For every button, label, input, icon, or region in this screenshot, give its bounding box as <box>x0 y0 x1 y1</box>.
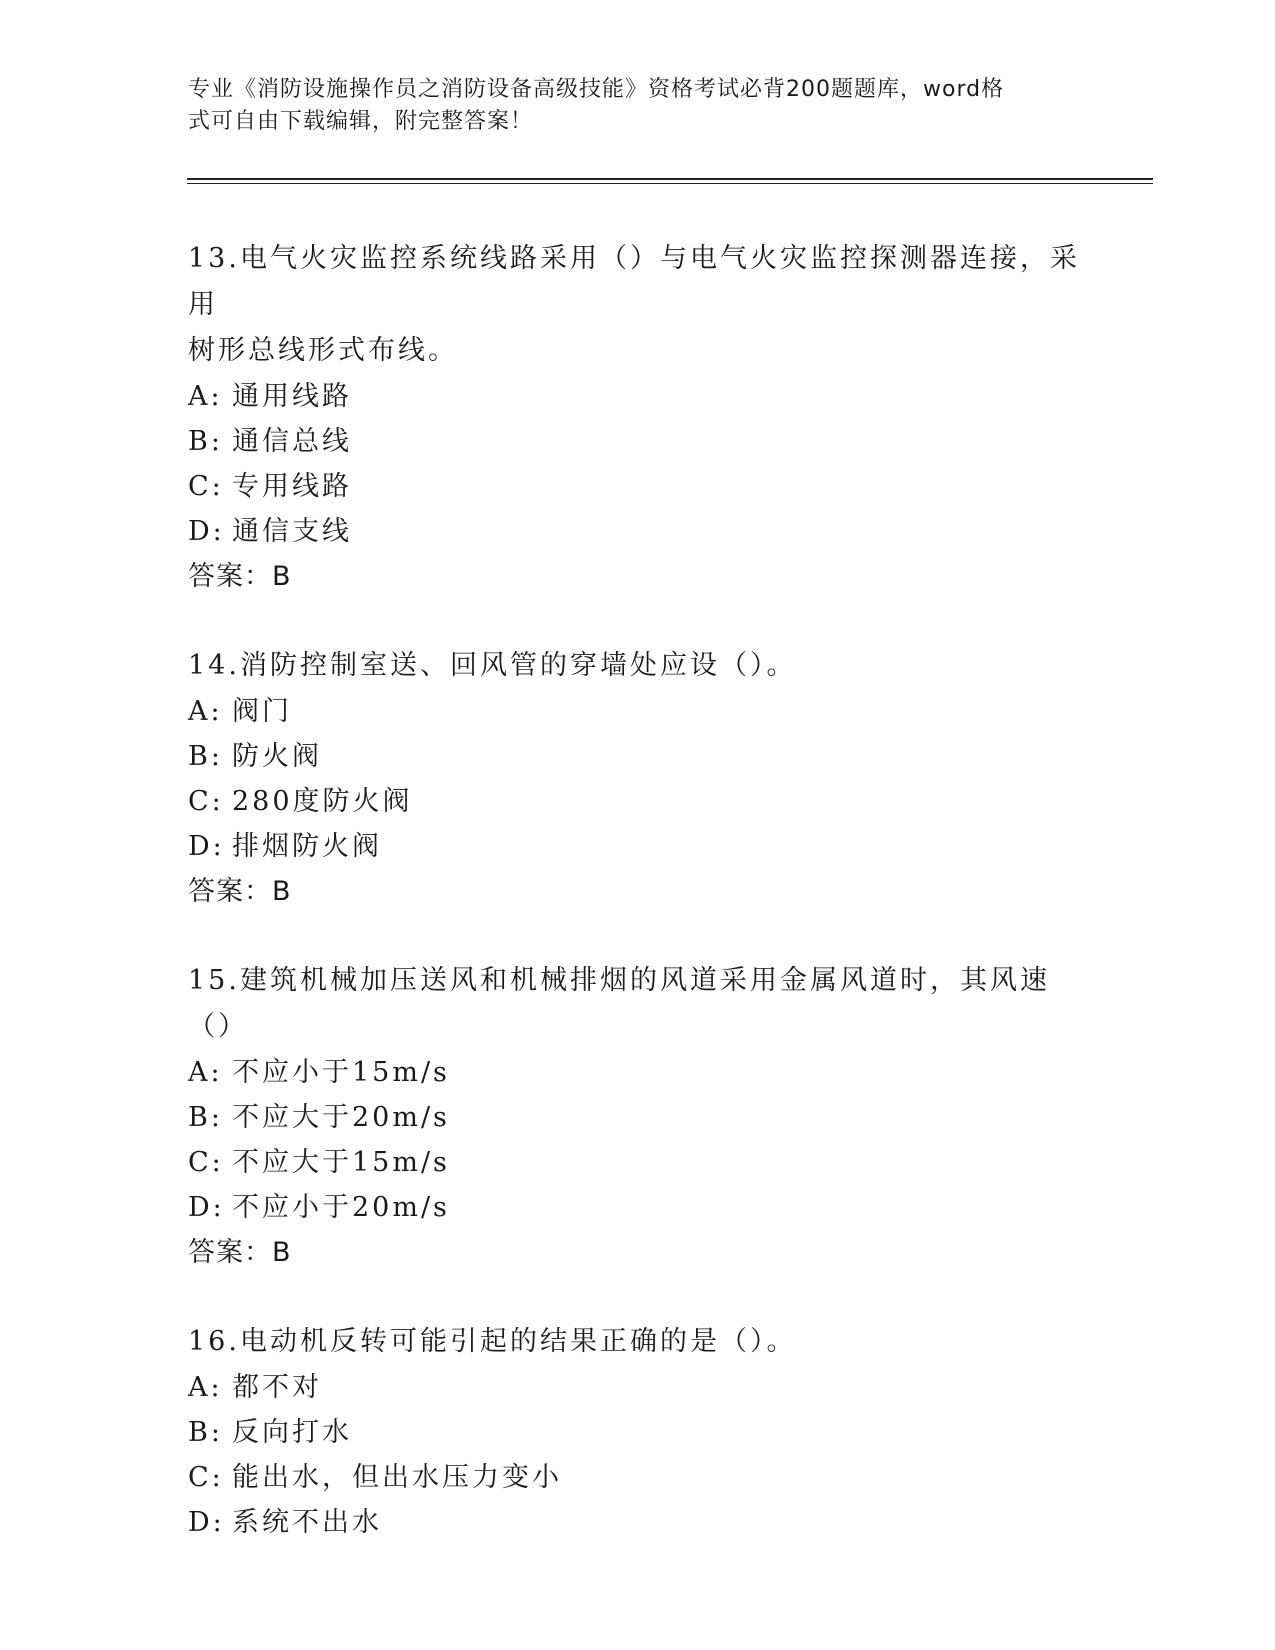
option-text: 通用线路 <box>232 381 352 412</box>
option-text: 防火阀 <box>232 741 322 772</box>
question-number: 14 . <box>188 650 240 681</box>
question-15 <box>188 958 1088 1276</box>
option-text: 不应大于20m/s <box>232 1102 450 1133</box>
option-letter: D: <box>188 1507 225 1538</box>
option-letter: C: <box>188 1462 224 1493</box>
question-text <box>188 1319 1088 1365</box>
option-d <box>188 824 1088 869</box>
question-text <box>188 958 1088 1050</box>
option-a <box>188 374 1088 419</box>
answer-label: 答案： <box>188 876 272 907</box>
answer-line <box>188 554 1088 600</box>
option-letter: B: <box>188 1102 223 1133</box>
option-letter: A: <box>188 1372 223 1403</box>
option-a <box>188 1050 1088 1095</box>
question-text <box>188 643 1088 689</box>
answer-value: B <box>272 1237 292 1268</box>
question-number: 15 . <box>188 965 240 996</box>
option-text: 不应小于20m/s <box>232 1192 450 1223</box>
option-letter: A: <box>188 381 223 412</box>
question-16 <box>188 1319 1088 1545</box>
option-b <box>188 419 1088 464</box>
option-b <box>188 1410 1088 1455</box>
answer-label: 答案： <box>188 561 272 592</box>
option-text: 排烟防火阀 <box>232 831 382 862</box>
option-text: 280度防火阀 <box>232 786 413 817</box>
option-b <box>188 1095 1088 1140</box>
option-d <box>188 1500 1088 1545</box>
option-c <box>188 1455 1088 1500</box>
question-list <box>188 236 1088 1588</box>
option-text: 系统不出水 <box>232 1507 382 1538</box>
option-text: 通信总线 <box>232 426 352 457</box>
option-a <box>188 1365 1088 1410</box>
option-letter: C: <box>188 1147 224 1178</box>
option-c <box>188 1140 1088 1185</box>
divider-thin-line <box>187 183 1153 184</box>
divider-thick-line <box>187 178 1153 180</box>
option-d <box>188 1185 1088 1230</box>
document-header <box>188 74 1088 138</box>
answer-value: B <box>272 561 292 592</box>
option-letter: B: <box>188 1417 223 1448</box>
answer-value: B <box>272 876 292 907</box>
question-text-line-1: 电气火灾监控系统线路采用（）与电气火灾监控探测器连接，采用 <box>188 243 1080 320</box>
option-text: 通信支线 <box>232 516 352 547</box>
option-text: 反向打水 <box>232 1417 352 1448</box>
option-letter: C: <box>188 786 224 817</box>
header-line-1: 专业《消防设施操作员之消防设备高级技能》资格考试必背200题题库，word格 <box>188 77 1005 102</box>
option-a <box>188 689 1088 734</box>
option-text: 不应小于15m/s <box>232 1057 450 1088</box>
option-letter: B: <box>188 741 223 772</box>
option-letter: B: <box>188 426 223 457</box>
option-text: 都不对 <box>232 1372 322 1403</box>
option-c <box>188 464 1088 509</box>
answer-label: 答案： <box>188 1237 272 1268</box>
option-b <box>188 734 1088 779</box>
answer-line <box>188 869 1088 915</box>
question-text-line-2: 树形总线形式布线。 <box>188 335 458 366</box>
option-letter: D: <box>188 831 225 862</box>
question-text-line-1: 消防控制室送、回风管的穿墙处应设（）。 <box>239 650 797 681</box>
option-letter: D: <box>188 1192 225 1223</box>
option-letter: C: <box>188 471 224 502</box>
option-letter: D: <box>188 516 225 547</box>
option-letter: A: <box>188 696 223 727</box>
question-number: 13 . <box>188 243 240 274</box>
option-letter: A: <box>188 1057 223 1088</box>
question-text-line-1: 电动机反转可能引起的结果正确的是（）。 <box>239 1326 797 1357</box>
option-text: 能出水，但出水压力变小 <box>232 1462 562 1493</box>
question-number: 16 . <box>188 1326 240 1357</box>
question-text-line-1: 建筑机械加压送风和机械排烟的风道采用金属风道时，其风速（） <box>188 965 1050 1042</box>
option-d <box>188 509 1088 554</box>
option-text: 阀门 <box>232 696 292 727</box>
header-line-2: 式可自由下载编辑，附完整答案！ <box>188 109 534 134</box>
header-divider <box>187 178 1153 185</box>
question-text <box>188 236 1088 328</box>
answer-line <box>188 1230 1088 1276</box>
option-text: 不应大于15m/s <box>232 1147 450 1178</box>
question-13 <box>188 236 1088 600</box>
option-text: 专用线路 <box>232 471 352 502</box>
option-c <box>188 779 1088 824</box>
question-14 <box>188 643 1088 915</box>
